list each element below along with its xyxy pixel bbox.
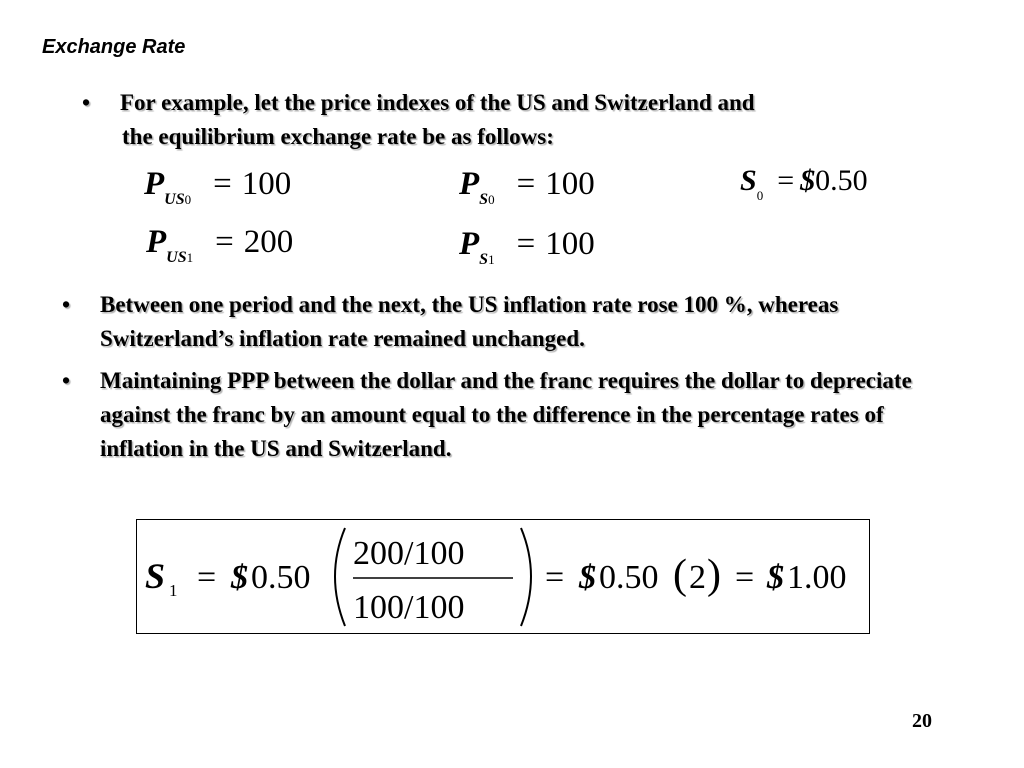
bullet-inflation bbox=[62, 288, 932, 356]
eq-sub: US1 bbox=[166, 249, 194, 266]
left-paren bbox=[335, 528, 345, 626]
eq-value: 200 bbox=[243, 224, 294, 260]
eq-value: 100 bbox=[545, 166, 595, 202]
formula-lhs-sub: 1 bbox=[169, 581, 178, 600]
eq-var: P bbox=[459, 166, 480, 202]
formula-eq-1: = bbox=[197, 559, 217, 596]
formula-eq-2: = bbox=[545, 559, 565, 596]
formula-denominator: 100/100 bbox=[353, 589, 465, 626]
bullet-text-line2: the equilibrium exchange rate be as follows: bbox=[122, 124, 554, 149]
eq-var: P bbox=[146, 224, 167, 260]
bullet-text: Between one period and the next, the US inflation rate rose 100 %, whereas Switzerland’s inflation rate remained unchanged. bbox=[100, 292, 839, 351]
bullet-text: Maintaining PPP between the dollar and the franc requires the dollar to depreciate against the franc by an amount equal to the difference in the percentage rates of inflation in the US and Switzerland. bbox=[100, 368, 912, 461]
formula-svg bbox=[137, 520, 871, 635]
equation-p-us0 bbox=[144, 166, 291, 209]
right-paren bbox=[521, 528, 531, 626]
left-paren-small: ( bbox=[673, 552, 687, 598]
formula-base: 0.50 bbox=[251, 559, 311, 596]
bullet-marker: • bbox=[82, 90, 91, 115]
eq-sign: = bbox=[516, 166, 536, 202]
formula-numerator: 200/100 bbox=[353, 535, 465, 572]
bullet-marker: • bbox=[62, 368, 71, 393]
equation-p-s1 bbox=[459, 226, 595, 269]
eq-sign: = bbox=[213, 166, 232, 202]
page-number: 20 bbox=[912, 710, 932, 732]
eq-value: 100 bbox=[545, 226, 595, 262]
eq-dollar: $ bbox=[800, 164, 816, 197]
equation-p-us1 bbox=[146, 224, 293, 267]
eq-sign: = bbox=[516, 226, 536, 262]
eq-var: P bbox=[144, 166, 165, 202]
formula-dollar-2: $ bbox=[579, 559, 596, 596]
formula-factor: 2 bbox=[689, 559, 706, 596]
eq-var: S bbox=[740, 164, 757, 197]
bullet-marker: • bbox=[62, 292, 71, 317]
formula-box bbox=[136, 519, 870, 634]
eq-value: 100 bbox=[241, 166, 292, 202]
bullet-ppp bbox=[62, 364, 932, 466]
eq-sub: US0 bbox=[164, 191, 192, 208]
equation-s0 bbox=[740, 164, 868, 205]
right-paren-small: ) bbox=[707, 552, 721, 598]
formula-dollar-3: $ bbox=[767, 559, 784, 596]
formula-dollar-1: $ bbox=[231, 559, 248, 596]
formula-mid: 0.50 bbox=[599, 559, 659, 596]
eq-value: 0.50 bbox=[815, 164, 868, 197]
formula-eq-3: = bbox=[735, 559, 755, 596]
page-title: Exchange Rate bbox=[42, 36, 186, 58]
eq-sub: S0 bbox=[479, 191, 495, 208]
eq-sub: S1 bbox=[479, 251, 495, 268]
bullet-text-line1: For example, let the price indexes of the US and Switzerland and bbox=[120, 90, 755, 115]
eq-sign: = bbox=[215, 224, 234, 260]
formula-result: 1.00 bbox=[787, 559, 847, 596]
eq-sign: = bbox=[777, 164, 795, 197]
eq-var: P bbox=[459, 226, 480, 262]
bullet-example bbox=[82, 86, 922, 154]
formula-lhs-var: S bbox=[145, 556, 166, 596]
equation-p-s0 bbox=[459, 166, 595, 209]
eq-sub: 0 bbox=[756, 188, 764, 203]
